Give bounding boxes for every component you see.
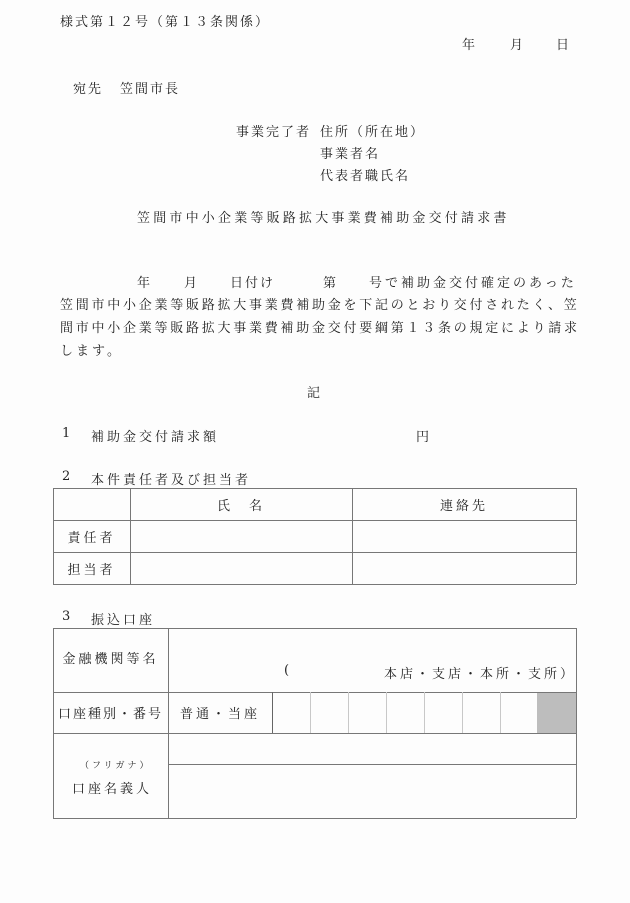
holder-name-field[interactable] (168, 764, 576, 818)
section2-number: 2 (62, 469, 73, 484)
holder-furigana-field[interactable] (168, 733, 576, 764)
person-in-charge-name-field[interactable] (130, 552, 352, 584)
ki-label: 記 (307, 386, 323, 401)
account-type-options[interactable]: 普通・当座 (179, 707, 260, 722)
section1-label: 補助金交付請求額 (91, 430, 220, 445)
applicant-business-name-label: 事業者名 (320, 147, 381, 162)
holder-furigana-label: （フリガナ） (80, 761, 152, 771)
table-border (576, 628, 577, 818)
body-line3: 間市中小企業等販路拡大事業費補助金交付要綱第１３条の規定により請求 (60, 321, 580, 336)
table-border (53, 584, 576, 585)
responsible-contact-field[interactable] (352, 520, 576, 552)
body-day: 日付け (230, 276, 276, 291)
section3-number: 3 (62, 609, 73, 624)
bank-name-label: 金融機関等名 (62, 651, 159, 667)
account-digit-field[interactable] (272, 692, 310, 733)
body-line1-rest: 号で補助金交付確定のあった (369, 276, 577, 291)
date-year-label: 年 (462, 38, 478, 53)
section1-unit: 円 (416, 430, 432, 445)
account-digit-field[interactable] (310, 692, 348, 733)
table-border (576, 488, 577, 584)
date-day-label: 日 (556, 38, 572, 53)
account-digit-field[interactable] (424, 692, 462, 733)
row-label-responsible: 責任者 (67, 530, 116, 546)
account-digit-field[interactable] (462, 692, 500, 733)
section3-label: 振込口座 (91, 613, 156, 628)
addressee-name: 笠間市長 (120, 82, 181, 97)
person-in-charge-contact-field[interactable] (352, 552, 576, 584)
header-name: 氏 名 (216, 498, 265, 514)
body-line4: します。 (60, 344, 123, 359)
row-label-person-in-charge: 担当者 (67, 562, 116, 578)
body-no: 第 (323, 276, 339, 291)
date-month-label: 月 (510, 38, 526, 53)
body-year: 年 (137, 276, 153, 291)
account-digit-field[interactable] (348, 692, 386, 733)
account-digit-field[interactable] (500, 692, 537, 733)
applicant-role: 事業完了者 (236, 125, 312, 140)
header-contact: 連絡先 (439, 498, 488, 514)
table-border (53, 818, 576, 819)
section1-number: 1 (62, 426, 73, 441)
account-digit-field-shaded (537, 692, 576, 733)
addressee-label: 宛先 (73, 82, 104, 97)
responsible-name-field[interactable] (130, 520, 352, 552)
holder-label: 口座名義人 (72, 782, 153, 797)
applicant-representative-label: 代表者職氏名 (320, 169, 411, 184)
branch-options[interactable]: 本店・支店・本所・支所） (384, 667, 577, 682)
bank-name-field[interactable] (168, 628, 576, 692)
header-corner (53, 488, 130, 520)
form-number: 様式第１２号（第１３条関係） (60, 15, 271, 30)
document-title: 笠間市中小企業等販路拡大事業費補助金交付請求書 (137, 211, 510, 226)
body-line2: 笠間市中小企業等販路拡大事業費補助金を下記のとおり交付されたく、笠 (60, 298, 580, 313)
bank-open-paren: ( (284, 663, 292, 678)
body-month: 月 (184, 276, 200, 291)
account-type-label: 口座種別・番号 (57, 707, 163, 722)
account-digit-field[interactable] (386, 692, 424, 733)
applicant-address-label: 住所（所在地） (320, 125, 426, 140)
section2-label: 本件責任者及び担当者 (91, 473, 252, 488)
